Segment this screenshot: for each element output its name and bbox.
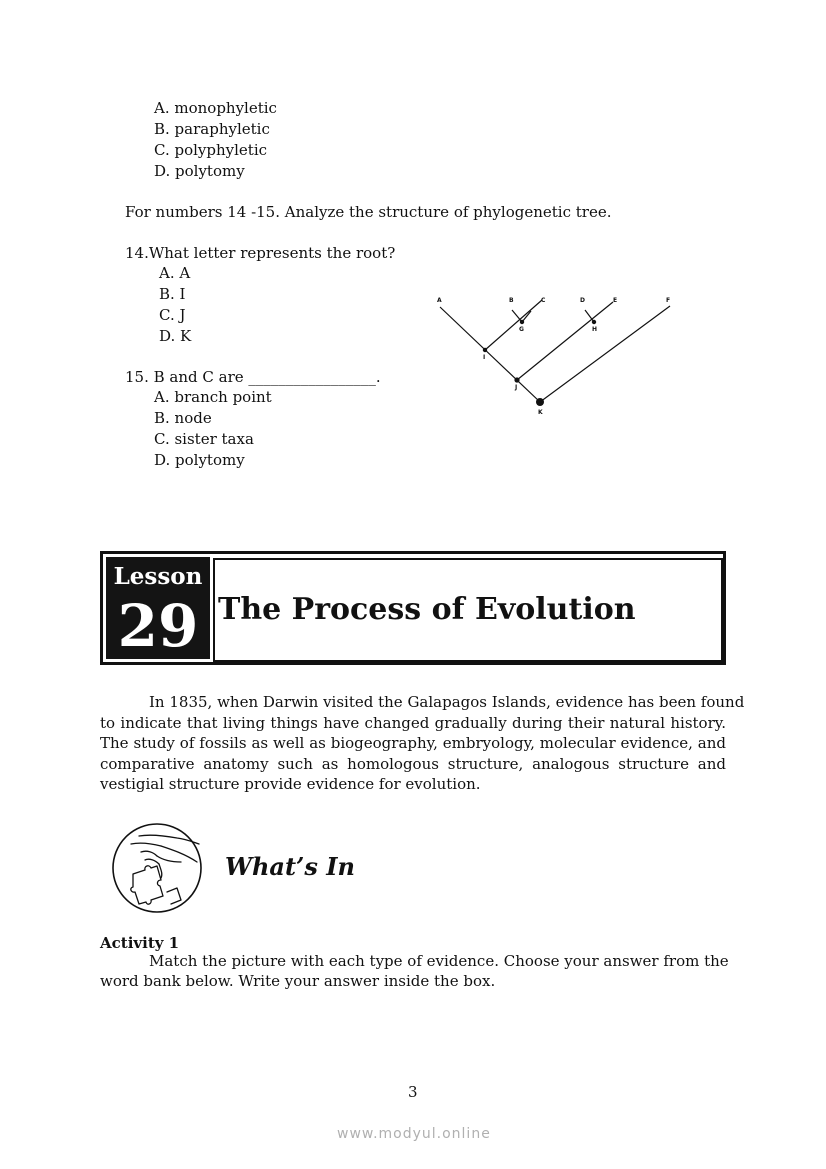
branch-b xyxy=(512,310,522,322)
watermark: www.modyul.online xyxy=(337,1126,491,1142)
activity-instruction-line-2: word bank below. Write your answer inside the box. xyxy=(100,972,496,990)
phylogenetic-tree xyxy=(430,292,680,417)
q15-option-b: B. node xyxy=(154,409,212,427)
q13-option-d: D. polytomy xyxy=(154,162,245,180)
node-k-dot xyxy=(536,398,544,406)
q14-question: 14.What letter represents the root? xyxy=(125,244,396,262)
node-i-dot xyxy=(483,348,487,352)
branch-f xyxy=(540,306,670,402)
lesson-title: The Process of Evolution xyxy=(218,592,636,627)
lesson-number-block xyxy=(106,557,210,659)
lesson-banner xyxy=(100,551,726,665)
tip-a-label: A xyxy=(437,297,442,304)
hand-puzzle-icon xyxy=(111,822,205,914)
intro-line-3: The study of fossils as well as biogeography, embryology, molecular evidence, and xyxy=(100,734,726,753)
page-number: 3 xyxy=(408,1083,418,1101)
q15-option-c: C. sister taxa xyxy=(154,430,254,448)
q14-option-a: A. A xyxy=(159,264,191,282)
node-g-label: G xyxy=(519,326,524,333)
branch-h xyxy=(517,302,613,380)
q15-option-a: A. branch point xyxy=(154,388,272,406)
node-k-label: K xyxy=(538,409,543,416)
activity-title: Activity 1 xyxy=(100,934,180,952)
node-i-label: I xyxy=(483,354,486,361)
lesson-number: 29 xyxy=(117,592,199,660)
branch-a xyxy=(440,307,540,402)
q15-question: 15. B and C are _________________. xyxy=(125,368,381,386)
q13-option-c: C. polyphyletic xyxy=(154,141,268,159)
tree-instruction: For numbers 14 -15. Analyze the structure of phylogenetic tree. xyxy=(125,203,612,221)
node-g-dot xyxy=(520,320,524,324)
intro-paragraph xyxy=(100,692,745,795)
tip-e-label: E xyxy=(613,297,618,304)
q14-option-b: B. I xyxy=(159,285,186,303)
q13-option-b: B. paraphyletic xyxy=(154,120,270,138)
activity-instruction-line-1: Match the picture with each type of evidence. Choose your answer from the xyxy=(149,952,729,970)
q14-option-c: C. J xyxy=(159,306,186,324)
lesson-label: Lesson xyxy=(113,563,203,590)
tip-f-label: F xyxy=(666,297,671,304)
node-h-dot xyxy=(592,320,596,324)
intro-line-1: In 1835, when Darwin visited the Galapagos Islands, evidence has been found xyxy=(149,693,745,711)
node-h-label: H xyxy=(592,326,598,333)
q13-option-a: A. monophyletic xyxy=(154,99,277,117)
q14-option-d: D. K xyxy=(159,327,192,345)
intro-line-2: to indicate that living things have changed gradually during their natural history. xyxy=(100,713,726,732)
node-j-label: J xyxy=(515,384,518,391)
node-j-dot xyxy=(514,377,519,382)
intro-line-5: vestigial structure provide evidence for evolution. xyxy=(100,775,481,794)
tip-d-label: D xyxy=(580,297,585,304)
intro-line-4: comparative anatomy such as homologous structure, analogous structure and xyxy=(100,754,726,773)
tip-c-label: C xyxy=(541,297,546,304)
tip-b-label: B xyxy=(509,297,514,304)
branch-d xyxy=(585,310,594,322)
q15-option-d: D. polytomy xyxy=(154,451,245,469)
whats-in-title: What’s In xyxy=(225,852,355,881)
branch-g xyxy=(485,300,542,350)
